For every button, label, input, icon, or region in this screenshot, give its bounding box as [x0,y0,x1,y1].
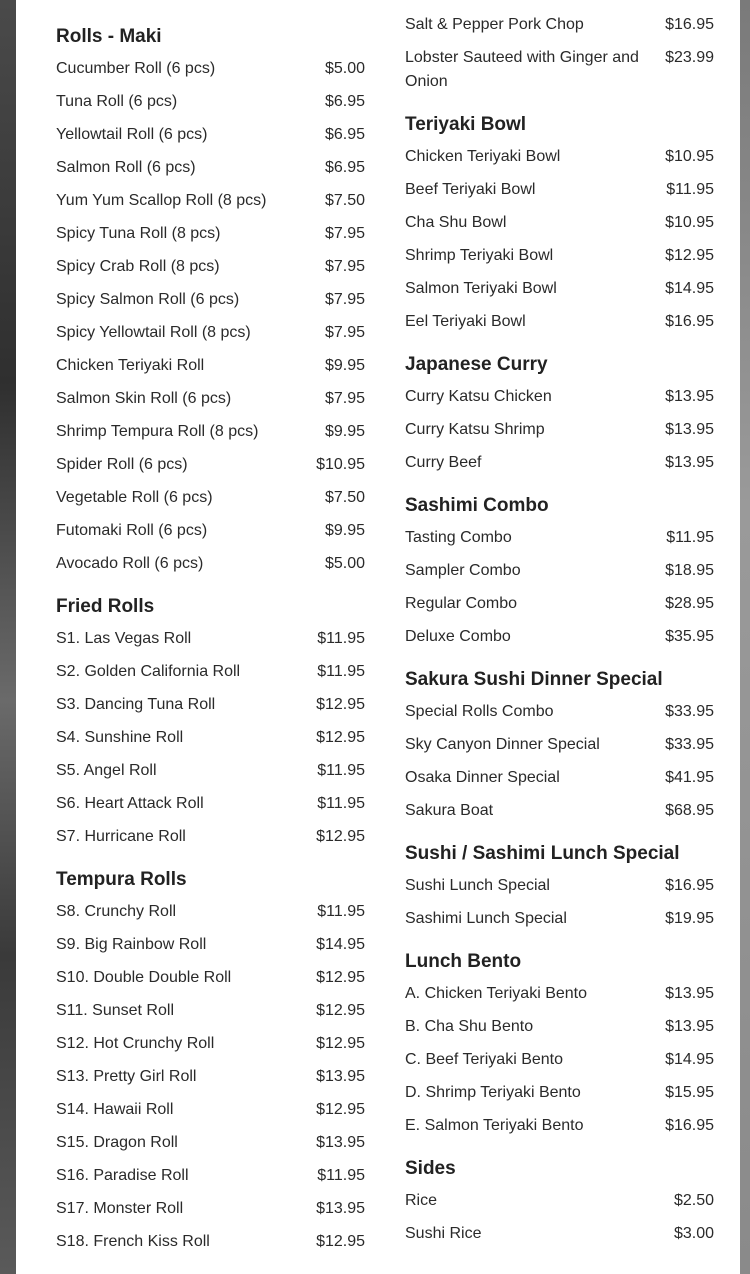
menu-item [405,869,714,902]
menu-item-price: $16.95 [665,15,714,33]
menu-section [405,338,714,479]
menu-item-price: $2.50 [673,1191,714,1209]
menu-item-name: Curry Katsu Shrimp [405,420,545,438]
menu-item-price: $13.95 [665,1017,714,1035]
menu-item-price: $7.50 [324,191,365,209]
menu-item-price: $12.95 [316,1001,365,1019]
menu-item-name: Spicy Yellowtail Roll (8 pcs) [56,323,251,341]
menu-item-name: Spicy Tuna Roll (8 pcs) [56,224,221,242]
menu-item-name: Sakura Boat [405,801,494,819]
menu-item [405,728,714,761]
menu-item-price: $5.00 [324,554,365,572]
menu-item [405,1010,714,1043]
menu-item-name: Curry Katsu Chicken [405,387,552,405]
menu-item-price: $6.95 [324,92,365,110]
menu-item-name: Regular Combo [405,594,518,612]
menu-item-price: $19.95 [665,909,714,927]
section-title: Lunch Bento [405,951,522,972]
menu-item-price: $12.95 [316,1100,365,1118]
menu-item-name: Salt & Pepper Pork Chop [405,15,584,33]
menu-item-name: Sky Canyon Dinner Special [405,735,600,753]
menu-item-name: S16. Paradise Roll [56,1166,189,1184]
menu-item [56,1159,365,1192]
menu-item [56,1093,365,1126]
menu-item-name: S10. Double Double Roll [56,968,232,986]
menu-item-name: S13. Pretty Girl Roll [56,1067,197,1085]
menu-item [405,902,714,935]
section-title: Rolls - Maki [56,26,162,47]
menu-item-name: Chicken Teriyaki Bowl [405,147,561,165]
menu-item-name: Lobster Sauteed with Ginger and Onion [405,48,639,90]
menu-item [405,41,714,98]
background-photo-left [0,0,16,1274]
menu-column-right [405,0,714,1250]
menu-item-price: $23.99 [665,48,714,66]
menu-item-name: S2. Golden California Roll [56,662,241,680]
menu-item-name: S9. Big Rainbow Roll [56,935,207,953]
menu-item-name: Shrimp Teriyaki Bowl [405,246,554,264]
menu-item-name: S3. Dancing Tuna Roll [56,695,216,713]
menu-item [405,239,714,272]
menu-item-name: Sampler Combo [405,561,521,579]
menu-item-name: S17. Monster Roll [56,1199,184,1217]
section-title: Fried Rolls [56,596,155,617]
menu-item-price: $7.95 [324,224,365,242]
menu-item-name: Spider Roll (6 pcs) [56,455,188,473]
menu-item-name: Deluxe Combo [405,627,511,645]
menu-item-name: Rice [405,1191,438,1209]
menu-item-name: Beef Teriyaki Bowl [405,180,536,198]
menu-item [56,895,365,928]
menu-item-price: $11.95 [317,662,365,680]
menu-item-price: $10.95 [665,147,714,165]
menu-item-name: S18. French Kiss Roll [56,1232,210,1250]
menu-item-price: $33.95 [665,702,714,720]
menu-item-name: S11. Sunset Roll [56,1001,174,1019]
menu-item [56,184,365,217]
menu-item-name: S7. Hurricane Roll [56,827,186,845]
menu-section [405,1142,714,1250]
menu-item-price: $14.95 [665,1050,714,1068]
menu-item-price: $15.95 [665,1083,714,1101]
menu-item [405,620,714,653]
menu-item [405,554,714,587]
section-title: Sakura Sushi Dinner Special [405,669,663,690]
section-title: Sashimi Combo [405,495,549,516]
section-title: Japanese Curry [405,354,548,375]
menu-item [56,217,365,250]
menu-item-price: $11.95 [317,794,365,812]
menu-item-price: $13.95 [316,1199,365,1217]
menu-item-name: Sushi Rice [405,1224,482,1242]
menu-column-left [56,0,365,1258]
menu-item-name: Osaka Dinner Special [405,768,560,786]
menu-item-price: $13.95 [665,387,714,405]
menu-item-name: Spicy Salmon Roll (6 pcs) [56,290,240,308]
section-title: Sushi / Sashimi Lunch Special [405,843,680,864]
menu-item [56,547,365,580]
menu-item-price: $12.95 [316,827,365,845]
menu-item [56,622,365,655]
menu-item [56,448,365,481]
menu-item-price: $10.95 [665,213,714,231]
menu-item-name: S15. Dragon Roll [56,1133,178,1151]
menu-item-price: $18.95 [665,561,714,579]
menu-item-price: $33.95 [665,735,714,753]
menu-item [56,514,365,547]
menu-item [56,481,365,514]
menu-item [56,1027,365,1060]
menu-item [56,688,365,721]
menu-section [405,98,714,338]
menu-item [405,305,714,338]
menu-item-price: $16.95 [665,1116,714,1134]
menu-item [56,994,365,1027]
menu-item [56,52,365,85]
menu-item-name: D. Shrimp Teriyaki Bento [405,1083,581,1101]
menu-item-price: $11.95 [666,180,714,198]
menu-item-name: C. Beef Teriyaki Bento [405,1050,564,1068]
menu-section [56,580,365,853]
menu-item [56,382,365,415]
menu-item [405,173,714,206]
menu-item-name: Avocado Roll (6 pcs) [56,554,204,572]
menu-item-price: $13.95 [665,984,714,1002]
section-title: Tempura Rolls [56,869,187,890]
menu-section-continued [405,0,714,98]
menu-item [56,787,365,820]
menu-item-name: S6. Heart Attack Roll [56,794,204,812]
menu-item-price: $12.95 [665,246,714,264]
menu-item-price: $12.95 [316,1232,365,1250]
menu-item-price: $6.95 [324,125,365,143]
menu-item-price: $10.95 [316,455,365,473]
menu-item-name: Tasting Combo [405,528,512,546]
menu-item [56,655,365,688]
menu-item-name: E. Salmon Teriyaki Bento [405,1116,584,1134]
menu-item-price: $12.95 [316,695,365,713]
menu-item [405,413,714,446]
menu-item-price: $11.95 [666,528,714,546]
menu-section [56,0,365,580]
menu-item-name: Vegetable Roll (6 pcs) [56,488,213,506]
menu-item-name: S14. Hawaii Roll [56,1100,174,1118]
menu-item-price: $41.95 [665,768,714,786]
menu-item [56,721,365,754]
menu-item-name: S5. Angel Roll [56,761,157,779]
menu-item [56,928,365,961]
menu-item-price: $13.95 [316,1067,365,1085]
menu-item [405,272,714,305]
menu-item-price: $14.95 [665,279,714,297]
menu-item-name: S8. Crunchy Roll [56,902,177,920]
menu-item-price: $13.95 [665,453,714,471]
menu-item [56,1225,365,1258]
menu-item-price: $12.95 [316,1034,365,1052]
menu-item-price: $14.95 [316,935,365,953]
menu-item-price: $28.95 [665,594,714,612]
menu-item [56,85,365,118]
section-title: Sides [405,1158,456,1179]
menu-section [405,935,714,1142]
menu-item-price: $3.00 [673,1224,714,1242]
menu-item-name: Spicy Crab Roll (8 pcs) [56,257,220,275]
menu-item-name: Yum Yum Scallop Roll (8 pcs) [56,191,267,209]
menu-item [56,820,365,853]
section-title: Teriyaki Bowl [405,114,527,135]
menu-item-price: $7.95 [324,389,365,407]
menu-item-name: S4. Sunshine Roll [56,728,184,746]
menu-item [405,1184,714,1217]
menu-item-name: S12. Hot Crunchy Roll [56,1034,215,1052]
menu-item-price: $12.95 [316,728,365,746]
menu-item-price: $9.95 [324,356,365,374]
menu-section [405,653,714,827]
menu-item [56,1192,365,1225]
menu-item-price: $11.95 [317,1166,365,1184]
menu-item [405,140,714,173]
menu-item-price: $13.95 [665,420,714,438]
menu-item [405,977,714,1010]
menu-item-name: Sashimi Lunch Special [405,909,567,927]
menu-item-name: Curry Beef [405,453,482,471]
menu-item-price: $11.95 [317,902,365,920]
background-photo-right [740,0,750,1274]
menu-item-price: $68.95 [665,801,714,819]
menu-item-price: $13.95 [316,1133,365,1151]
menu-item [405,446,714,479]
menu-item-name: Yellowtail Roll (6 pcs) [56,125,208,143]
menu-item [405,695,714,728]
menu-item-name: Sushi Lunch Special [405,876,550,894]
menu-item-name: Cucumber Roll (6 pcs) [56,59,216,77]
menu-item [56,250,365,283]
menu-item [56,316,365,349]
menu-item [56,118,365,151]
menu-item-name: Salmon Skin Roll (6 pcs) [56,389,232,407]
menu-item [56,415,365,448]
menu-item [56,754,365,787]
menu-item-price: $12.95 [316,968,365,986]
menu-item-price: $16.95 [665,312,714,330]
menu-item [405,206,714,239]
menu-item-price: $11.95 [317,629,365,647]
menu-item-price: $7.50 [324,488,365,506]
menu-item [56,961,365,994]
menu-item [405,761,714,794]
menu-item-name: Chicken Teriyaki Roll [56,356,205,374]
menu-item [405,8,714,41]
menu-item-name: Cha Shu Bowl [405,213,507,231]
menu-item [405,1217,714,1250]
menu-section [405,827,714,935]
menu-item-name: Eel Teriyaki Bowl [405,312,526,330]
menu-item [405,380,714,413]
menu-item [405,794,714,827]
menu-item-price: $11.95 [317,761,365,779]
menu-item [405,521,714,554]
menu-section [405,479,714,653]
menu-item-name: B. Cha Shu Bento [405,1017,534,1035]
menu-item [56,283,365,316]
menu-item-name: Shrimp Tempura Roll (8 pcs) [56,422,259,440]
menu-item [405,1043,714,1076]
menu-item-name: Salmon Teriyaki Bowl [405,279,557,297]
menu-item [405,587,714,620]
menu-item-name: Special Rolls Combo [405,702,554,720]
menu-item-price: $7.95 [324,290,365,308]
menu-item-price: $5.00 [324,59,365,77]
menu-item-name: S1. Las Vegas Roll [56,629,192,647]
menu-item-price: $35.95 [665,627,714,645]
menu-item-price: $9.95 [324,521,365,539]
menu-item [56,151,365,184]
menu-item [56,349,365,382]
menu-item-price: $16.95 [665,876,714,894]
menu-item-name: A. Chicken Teriyaki Bento [405,984,588,1002]
menu-item-name: Salmon Roll (6 pcs) [56,158,196,176]
menu-item [405,1109,714,1142]
menu-item-price: $6.95 [324,158,365,176]
menu-item-name: Tuna Roll (6 pcs) [56,92,178,110]
menu-item-price: $7.95 [324,323,365,341]
menu-item-price: $9.95 [324,422,365,440]
menu-item [405,1076,714,1109]
menu-item [56,1060,365,1093]
menu-item-name: Futomaki Roll (6 pcs) [56,521,208,539]
menu-section [56,853,365,1258]
menu-item [56,1126,365,1159]
menu-panel [16,0,740,1274]
menu-item-price: $7.95 [324,257,365,275]
